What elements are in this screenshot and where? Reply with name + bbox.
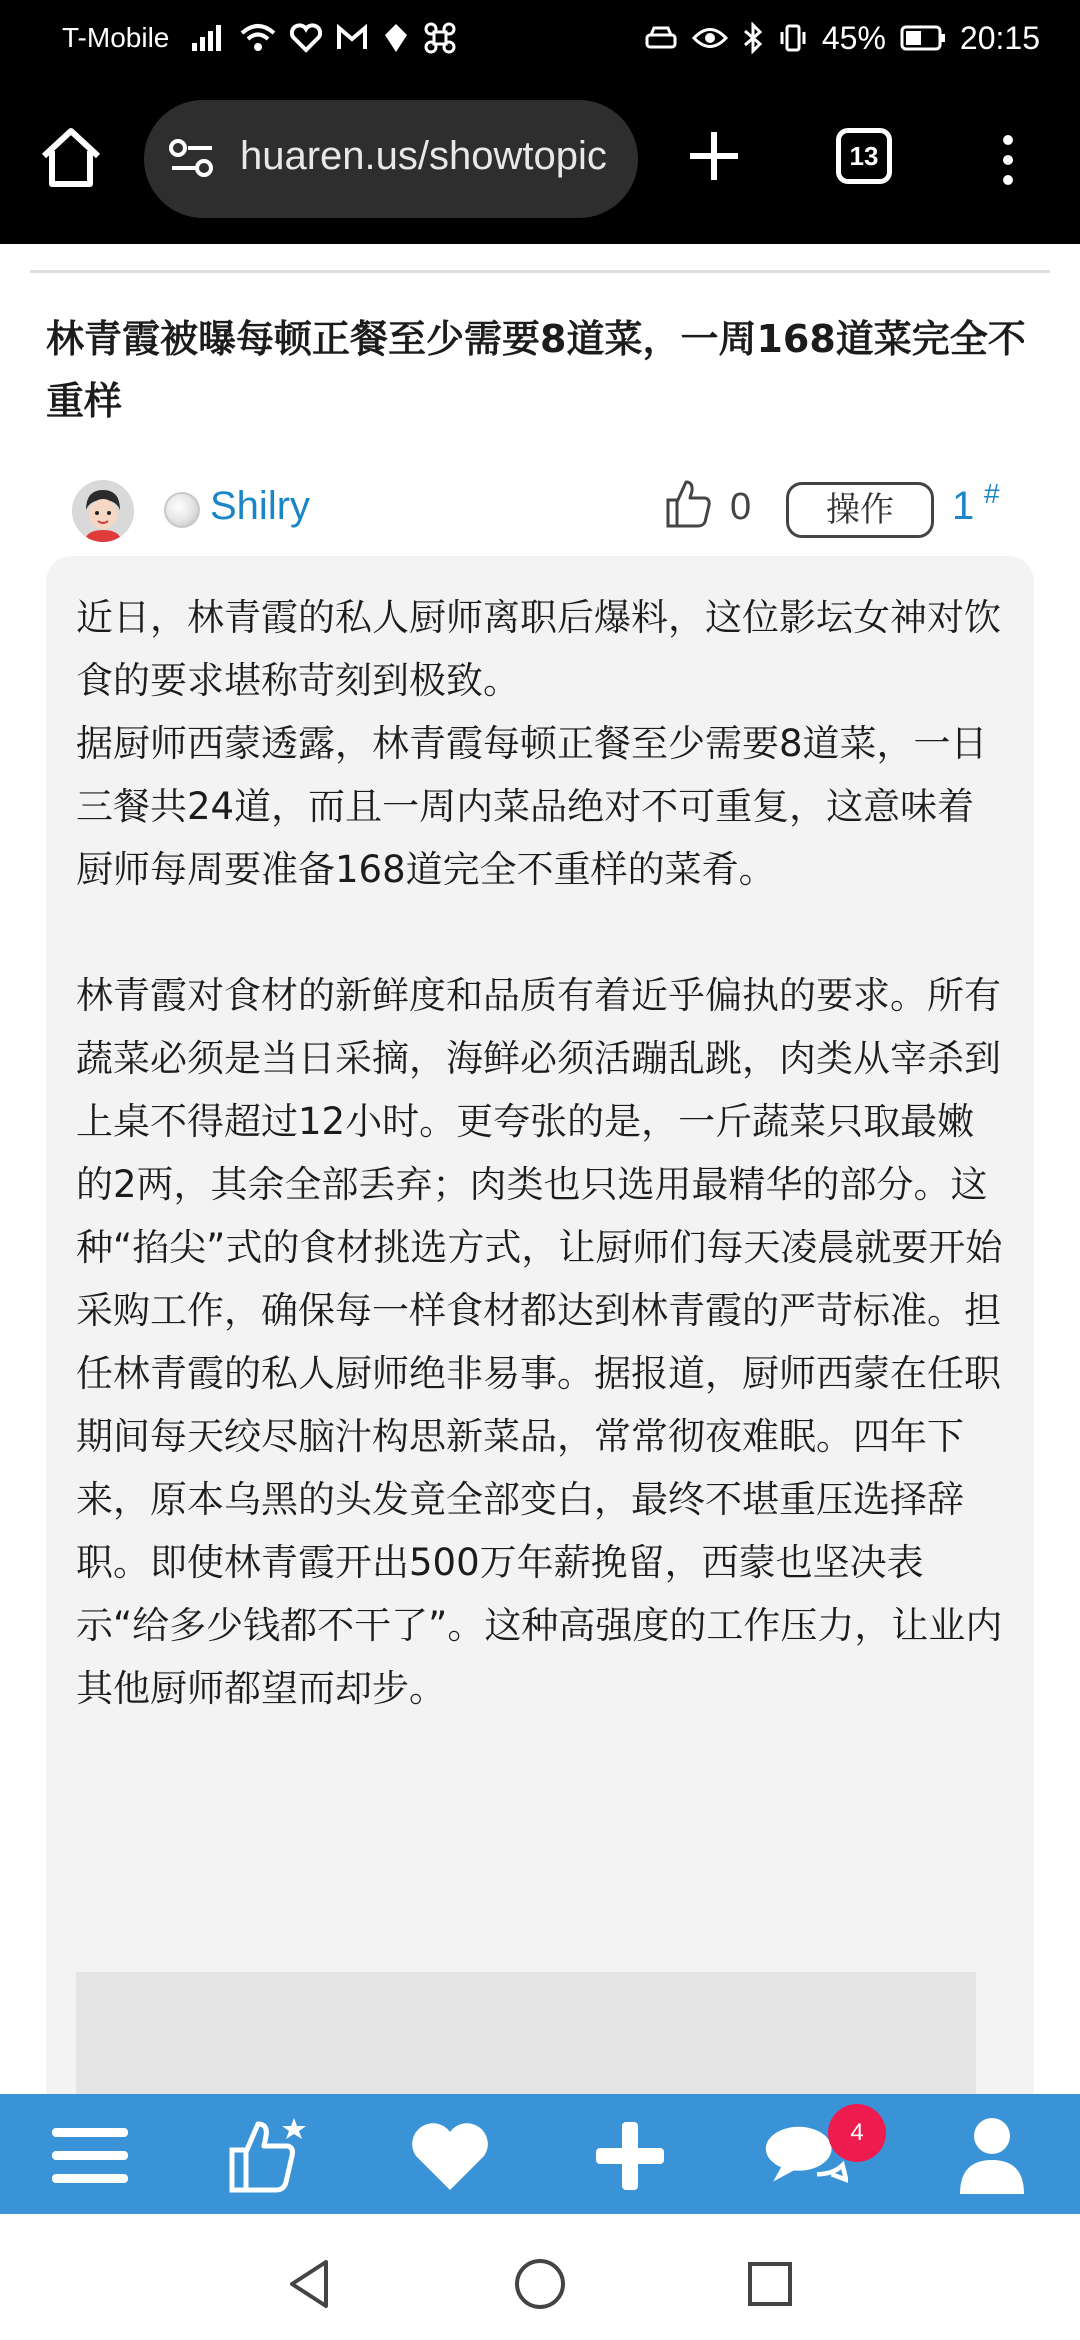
url-text: huaren.us/showtopic (240, 134, 607, 178)
wifi-icon (240, 23, 276, 53)
battery-percent: 45% (821, 19, 886, 56)
heart-icon[interactable] (408, 2114, 492, 2198)
system-nav-bar (0, 2214, 1080, 2340)
back-icon[interactable] (280, 2254, 340, 2314)
browser-toolbar (0, 78, 1080, 244)
address-bar[interactable] (144, 100, 638, 218)
divider (30, 270, 1050, 273)
user-icon[interactable] (950, 2114, 1034, 2198)
gmail-icon (336, 24, 368, 52)
author-name[interactable]: Shilry (210, 484, 311, 528)
post-paragraph: 近日，林青霞的私人厨师离职后爆料，这位影坛女神对饮食的要求堪称苛刻到极致。 (76, 596, 1001, 702)
vibrate-icon (778, 23, 808, 53)
tag-icon (382, 22, 410, 54)
status-bar (0, 0, 1080, 78)
status-icons-right (644, 16, 1040, 60)
thumbs-up-icon[interactable] (664, 478, 712, 530)
clock: 20:15 (959, 19, 1040, 56)
floor-number[interactable]: 1 (952, 484, 975, 528)
post-meta (0, 474, 1080, 542)
avatar[interactable] (72, 480, 134, 542)
chat-badge: 4 (828, 2104, 886, 2162)
site-settings-icon[interactable] (168, 138, 216, 178)
action-button[interactable]: 操作 (786, 482, 934, 538)
more-options-icon[interactable] (990, 130, 1026, 190)
thumbs-up-star-icon[interactable] (228, 2114, 312, 2198)
post-paragraph: 林青霞对食材的新鲜度和品质有着近乎偏执的要求。所有蔬菜必须是当日采摘，海鲜必须活蹦乱跳，肉类从宰杀到上桌不得超过12小时。更夸张的是，一斤蔬菜只取最嫩的2两，其余全部丢弃；肉类也只选用最精华的部分。这种“掐尖”式的食材挑选方式，让厨师们每天凌晨就要开始采购工作，确保每一样食材都达到林青霞的严苛标准。担任林青霞的私人厨师绝非易事。据报道，厨师西蒙在任职期间每天绞尽脑汁构思新菜品，常常彻夜难眠。四年下来，原本乌黑的头发竟全部变白，最终不堪重压选择辞职。即使林青霞开出500万年薪挽留，西蒙也坚决表示“给多少钱都不干了”。这种高强度的工作压力，让业内其他厨师都望而却步。 (76, 974, 1003, 1710)
post-body (46, 556, 1034, 2116)
bluetooth-icon (742, 22, 764, 54)
status-icons-left (190, 16, 456, 60)
recents-icon[interactable] (740, 2254, 800, 2314)
carrier-label: T-Mobile (62, 22, 170, 53)
post-title: 林青霞被曝每顿正餐至少需要8道菜，一周168道菜完全不重样 (46, 317, 1026, 423)
car-icon (644, 23, 678, 53)
menu-icon[interactable] (48, 2114, 132, 2198)
post-paragraph: 据厨师西蒙透露，林青霞每顿正餐至少需要8道菜，一日三餐共24道，而且一周内菜品绝对不可重复，这意味着厨师每周要准备168道完全不重样的菜肴。 (76, 722, 988, 891)
tab-switcher-button[interactable]: 13 (836, 128, 892, 184)
floor-hash: # (984, 478, 1000, 509)
health-heart-icon (290, 23, 322, 53)
bottom-app-bar (0, 2094, 1080, 2214)
plus-icon[interactable] (588, 2114, 672, 2198)
home-nav-icon[interactable] (510, 2254, 570, 2314)
like-count: 0 (730, 486, 752, 528)
signal-icon (190, 23, 226, 53)
home-icon[interactable] (36, 122, 106, 192)
app-grid-icon (424, 22, 456, 54)
eye-icon (692, 25, 728, 51)
avatar-face-icon (72, 480, 134, 542)
battery-icon (900, 24, 946, 52)
online-status-icon (164, 492, 200, 528)
new-tab-icon[interactable] (684, 126, 744, 186)
